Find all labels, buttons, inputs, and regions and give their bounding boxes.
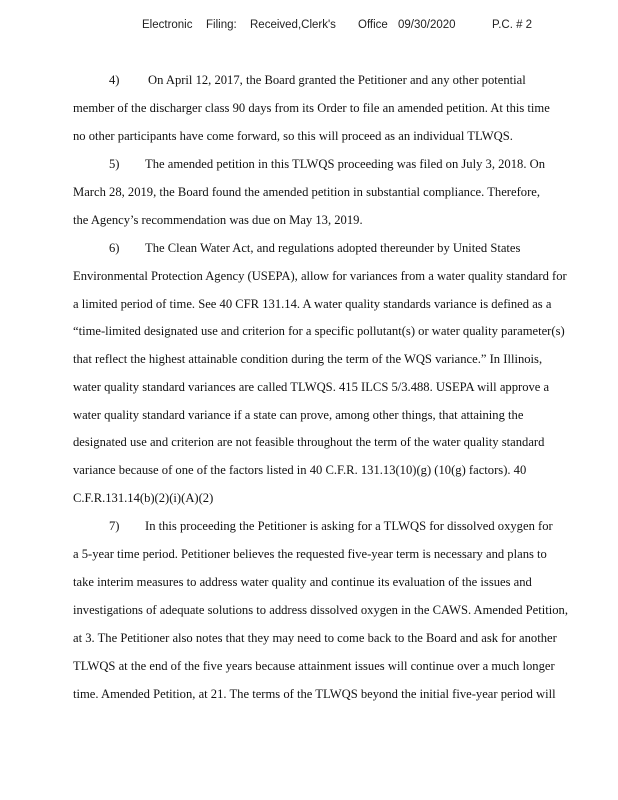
paragraph-number: 4) bbox=[109, 73, 120, 87]
header-filing: Filing: bbox=[206, 19, 237, 31]
paragraph-line: “time-limited designated use and criterion for a specific pollutant(s) or water quality parameter(s) bbox=[73, 324, 565, 338]
paragraph-line: time. Amended Petition, at 21. The terms of the TLWQS beyond the initial five-year period will bbox=[73, 687, 556, 701]
paragraph-line: a limited period of time. See 40 CFR 131.14. A water quality standards variance is defined as a bbox=[73, 297, 552, 311]
paragraph-line: the Agency’s recommendation was due on May 13, 2019. bbox=[73, 213, 363, 227]
paragraph-line: a 5-year time period. Petitioner believes the requested five-year term is necessary and plans to bbox=[73, 547, 547, 561]
header-date: 09/30/2020 bbox=[398, 19, 456, 31]
paragraph-line: take interim measures to address water quality and continue its evaluation of the issues and bbox=[73, 575, 532, 589]
paragraph-line: On April 12, 2017, the Board granted the Petitioner and any other potential bbox=[148, 73, 526, 87]
paragraph-number: 6) bbox=[109, 241, 120, 255]
paragraph-line: member of the discharger class 90 days from its Order to file an amended petition. At this time bbox=[73, 101, 550, 115]
paragraph-line: The Clean Water Act, and regulations adopted thereunder by United States bbox=[145, 241, 521, 255]
paragraph-line: TLWQS at the end of the five years because attainment issues will continue over a much longer bbox=[73, 659, 555, 673]
header-office: Office bbox=[358, 19, 388, 31]
paragraph-line: designated use and criterion are not feasible throughout the term of the water quality standard bbox=[73, 435, 545, 449]
paragraph-line: at 3. The Petitioner also notes that they may need to come back to the Board and ask for another bbox=[73, 631, 557, 645]
header-page-count: P.C. # 2 bbox=[492, 19, 533, 31]
header-received: Received,Clerk's bbox=[250, 19, 336, 31]
paragraph-line: Environmental Protection Agency (USEPA), allow for variances from a water quality standard for bbox=[73, 269, 567, 283]
paragraph-line: The amended petition in this TLWQS proceeding was filed on July 3, 2018. On bbox=[145, 157, 546, 171]
paragraph-line: C.F.R.131.14(b)(2)(i)(A)(2) bbox=[73, 491, 214, 505]
paragraph-line: variance because of one of the factors listed in 40 C.F.R. 131.13(10)(g) (10(g) factors). 40 bbox=[73, 463, 527, 477]
paragraph-number: 5) bbox=[109, 157, 120, 171]
paragraph-line: In this proceeding the Petitioner is asking for a TLWQS for dissolved oxygen for bbox=[145, 519, 553, 533]
paragraph-line: that reflect the highest attainable condition during the term of the WQS variance.” In Illinois, bbox=[73, 352, 543, 366]
paragraph-line: investigations of adequate solutions to address dissolved oxygen in the CAWS. Amended Petition, bbox=[73, 603, 568, 617]
paragraph-line: no other participants have come forward, so this will proceed as an individual TLWQS. bbox=[73, 129, 513, 143]
header-electronic: Electronic bbox=[142, 19, 193, 31]
paragraph-number: 7) bbox=[109, 519, 120, 533]
paragraph-line: water quality standard variance if a state can prove, among other things, that attaining the bbox=[73, 408, 524, 422]
paragraph-line: March 28, 2019, the Board found the amended petition in substantial compliance. Therefore, bbox=[73, 185, 541, 199]
paragraph-line: water quality standard variances are called TLWQS. 415 ILCS 5/3.488. USEPA will approve a bbox=[73, 380, 550, 394]
page-header bbox=[0, 19, 618, 39]
